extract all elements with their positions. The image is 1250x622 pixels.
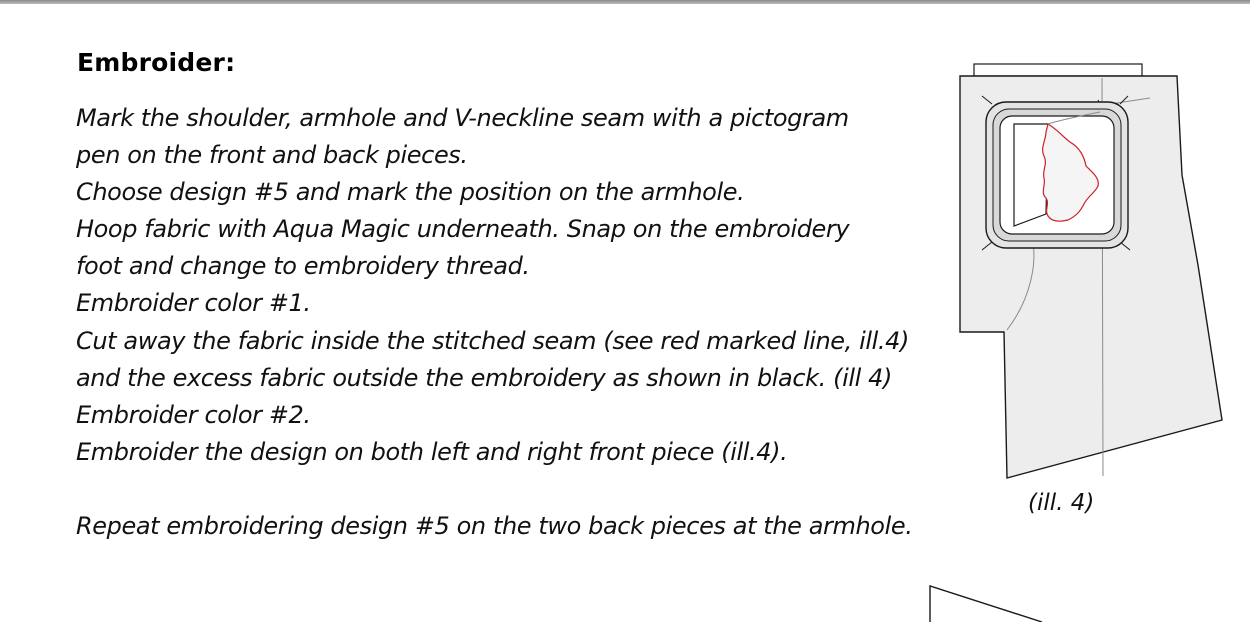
cut-away-window: [1014, 124, 1048, 226]
section-heading: Embroider:: [77, 48, 236, 77]
paragraph-gap: [76, 471, 936, 508]
instruction-line: pen on the front and back pieces.: [76, 141, 468, 170]
instruction-line: Hoop fabric with Aqua Magic underneath. Snap on the embroidery: [76, 215, 850, 244]
instruction-line: Cut away the fabric inside the stitched seam (see red marked line, ill.4): [76, 326, 909, 355]
instruction-line: foot and change to embroidery thread.: [76, 252, 530, 281]
window-top-edge: [0, 0, 1250, 4]
instruction-line: and the excess fabric outside the embroidery as shown in black. (ill 4): [76, 363, 892, 392]
collar-strip: [974, 64, 1142, 76]
illustration-caption: (ill. 4): [1028, 490, 1095, 516]
instruction-line: Choose design #5 and mark the position on the armhole.: [76, 178, 745, 207]
garment-illustration: [950, 56, 1240, 486]
repeat-note: Repeat embroidering design #5 on the two back pieces at the armhole.: [76, 512, 913, 541]
instruction-line: Mark the shoulder, armhole and V-neckline seam with a pictogram: [76, 104, 849, 132]
instruction-line: Embroider color #1.: [76, 289, 311, 318]
next-illustration-fragment: [920, 580, 1050, 622]
instructions-text: [76, 100, 936, 545]
instruction-line: Embroider the design on both left and right front piece (ill.4).: [76, 437, 788, 466]
next-piece-outline: [930, 586, 1042, 622]
instruction-line: Embroider color #2.: [76, 400, 311, 429]
